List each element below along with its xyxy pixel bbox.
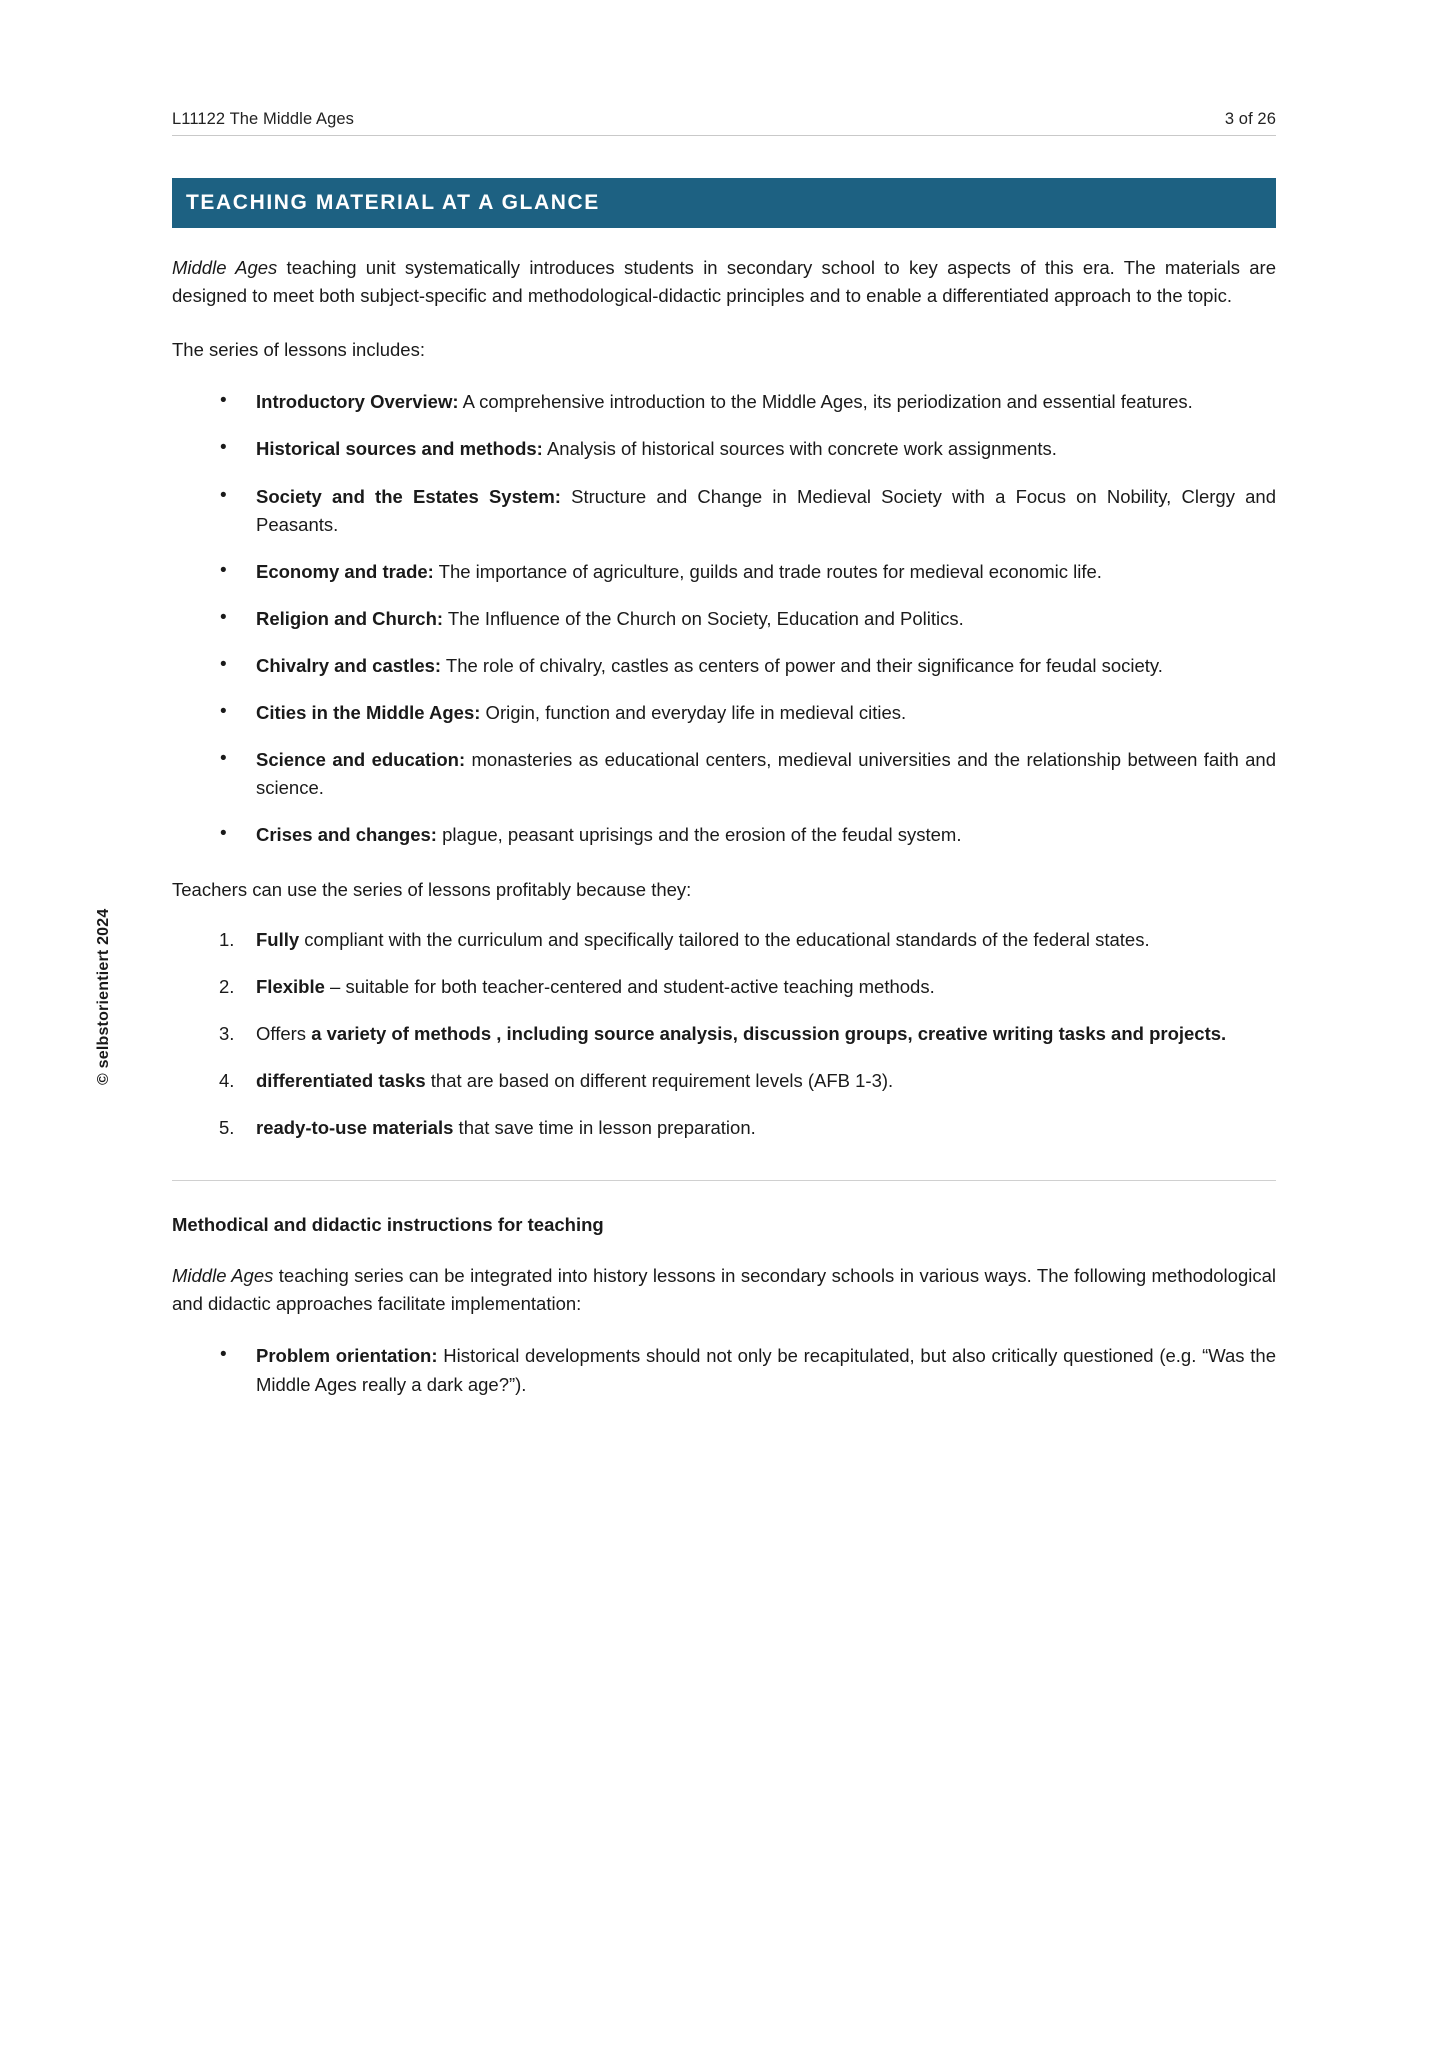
list-item [172, 821, 1276, 849]
benefits-list [172, 926, 1276, 1143]
lessons-list [172, 388, 1276, 849]
benefit-text: – suitable for both teacher-centered and student-active teaching methods. [324, 975, 935, 997]
lesson-term: Chivalry and castles: [256, 654, 442, 676]
series-intro-paragraph: The series of lessons includes: [172, 339, 425, 361]
benefit-lead-bold: Fully [256, 928, 300, 950]
methodical-italic-term: Middle Ages [172, 1265, 274, 1287]
list-item [172, 1342, 1276, 1398]
lesson-term: Religion and Church: [256, 607, 444, 629]
lesson-term: Historical sources and methods: [256, 438, 543, 460]
page-header [172, 110, 1276, 136]
header-page-number: 3 of 26 [1224, 110, 1276, 128]
lesson-term: Science and education: [256, 749, 466, 771]
intro-paragraph-text: teaching unit systematically introduces students in secondary school to key aspects of this era. The materials are designed to meet both subject-specific and methodological-didactic principles and to enable a differentiated approach to the topic. [172, 257, 1276, 307]
benefit-lead-bold: differentiated tasks [256, 1069, 426, 1091]
lesson-desc: Analysis of historical sources with concrete work assignments. [542, 438, 1057, 460]
benefit-text: that save time in lesson preparation. [453, 1117, 756, 1139]
benefit-text: compliant with the curriculum and specifically tailored to the educational standards of the federal states. [299, 928, 1150, 950]
lesson-desc: The role of chivalry, castles as centers of power and their significance for feudal society. [441, 654, 1163, 676]
list-item [172, 483, 1276, 539]
methodical-intro-text: teaching series can be integrated into history lessons in secondary schools in various ways. The following methodological and didactic approaches facilitate implementation: [172, 1265, 1276, 1315]
lesson-desc: monasteries as educational centers, medieval universities and the relationship between faith and science. [256, 749, 1276, 799]
benefit-text: Offers [256, 1022, 312, 1044]
list-item [172, 699, 1276, 727]
list-item [172, 1067, 1276, 1095]
methodical-heading: Methodical and didactic instructions for teaching [172, 1214, 604, 1236]
intro-italic-term: Middle Ages [172, 257, 278, 278]
list-item [172, 435, 1276, 463]
intro-paragraph [172, 254, 1276, 310]
list-item [172, 926, 1276, 954]
lesson-desc: Origin, function and everyday life in medieval cities. [480, 702, 907, 724]
lesson-term: Cities in the Middle Ages: [256, 702, 481, 724]
list-item [172, 746, 1276, 802]
header-document-label: L11122 The Middle Ages [172, 110, 354, 128]
list-item [172, 1020, 1276, 1048]
list-item [172, 558, 1276, 586]
lesson-desc: The Influence of the Church on Society, Education and Politics. [443, 607, 964, 629]
lesson-desc: plague, peasant uprisings and the erosion of the feudal system. [436, 824, 962, 846]
lesson-term: Society and the Estates System: [256, 485, 561, 507]
methodical-intro-paragraph [172, 1262, 1276, 1318]
lesson-desc: A comprehensive introduction to the Middle Ages, its periodization and essential features. [458, 391, 1193, 413]
teachers-intro-paragraph: Teachers can use the series of lessons profitably because they: [172, 878, 692, 900]
benefit-trailing-bold: a variety of methods , including source analysis, discussion groups, creative writing tasks and projects. [311, 1022, 1227, 1044]
copyright-watermark: © selbstorientiert 2024 [95, 908, 112, 1085]
benefit-lead-bold: Flexible [256, 975, 325, 997]
list-item [172, 605, 1276, 633]
lesson-desc: Structure and Change in Medieval Society with a Focus on Nobility, Clergy and Peasants. [256, 485, 1276, 535]
methodical-term: Problem orientation: [256, 1345, 438, 1367]
benefit-text: that are based on different requirement levels (AFB 1-3). [425, 1069, 894, 1091]
list-item [172, 388, 1276, 416]
benefit-lead-bold: ready-to-use materials [256, 1117, 454, 1139]
section-divider [172, 1180, 1276, 1181]
methodical-list [172, 1342, 1276, 1398]
lesson-term: Introductory Overview: [256, 391, 459, 413]
list-item [172, 1114, 1276, 1142]
lesson-desc: The importance of agriculture, guilds and trade routes for medieval economic life. [433, 560, 1102, 582]
methodical-desc: Historical developments should not only be recapitulated, but also critically questioned (e.g. “Was the Middle Ages really a dark age?”). [256, 1345, 1276, 1395]
lesson-term: Crises and changes: [256, 824, 437, 846]
list-item [172, 973, 1276, 1001]
lesson-term: Economy and trade: [256, 560, 434, 582]
section-title-banner: TEACHING MATERIAL AT A GLANCE [172, 178, 1276, 228]
list-item [172, 652, 1276, 680]
page-content [172, 178, 1276, 1418]
